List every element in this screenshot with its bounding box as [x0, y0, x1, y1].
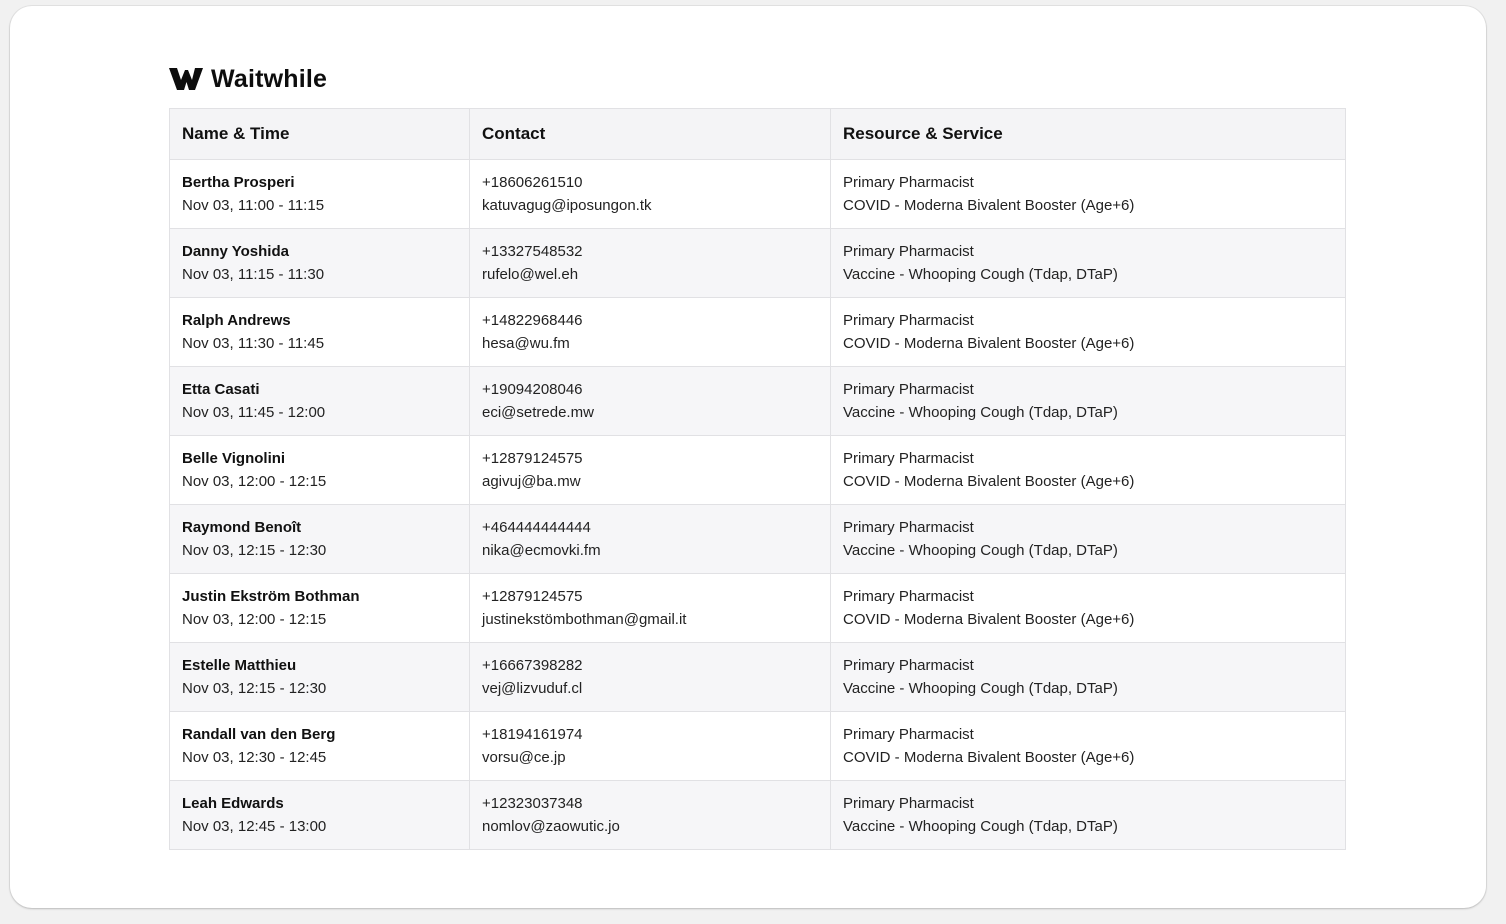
phone-number: +12879124575 — [482, 588, 583, 605]
table-row — [170, 160, 1346, 229]
resource-service-cell — [831, 574, 1346, 643]
email-address: hesa@wu.fm — [482, 335, 570, 352]
phone-number: +19094208046 — [482, 381, 583, 398]
resource-service-cell — [831, 160, 1346, 229]
appointment-time: Nov 03, 12:15 - 12:30 — [182, 542, 327, 559]
email-address: agivuj@ba.mw — [482, 473, 581, 490]
phone-number: +18606261510 — [482, 174, 583, 191]
table-row — [170, 712, 1346, 781]
service-name: Vaccine - Whooping Cough (Tdap, DTaP) — [843, 266, 1118, 283]
contact-cell — [470, 367, 831, 436]
contact-cell — [470, 712, 831, 781]
email-address: eci@setrede.mw — [482, 404, 594, 421]
column-header-name-time: Name & Time — [170, 109, 470, 160]
resource-name: Primary Pharmacist — [843, 312, 974, 329]
table-row — [170, 229, 1346, 298]
email-address: katuvagug@iposungon.tk — [482, 197, 652, 214]
contact-cell — [470, 436, 831, 505]
service-name: COVID - Moderna Bivalent Booster (Age+6) — [843, 335, 1135, 352]
name-time-cell — [170, 160, 470, 229]
customer-name: Belle Vignolini — [182, 450, 286, 467]
service-name: COVID - Moderna Bivalent Booster (Age+6) — [843, 611, 1135, 628]
table-header-row — [170, 109, 1346, 160]
name-time-cell — [170, 436, 470, 505]
phone-number: +16667398282 — [482, 657, 583, 674]
customer-name: Randall van den Berg — [182, 726, 336, 743]
phone-number: +14822968446 — [482, 312, 583, 329]
service-name: COVID - Moderna Bivalent Booster (Age+6) — [843, 197, 1135, 214]
resource-service-cell — [831, 712, 1346, 781]
brand-header — [169, 64, 327, 94]
table-row — [170, 574, 1346, 643]
contact-cell — [470, 160, 831, 229]
resource-name: Primary Pharmacist — [843, 519, 974, 536]
resource-name: Primary Pharmacist — [843, 726, 974, 743]
table-row — [170, 436, 1346, 505]
customer-name: Danny Yoshida — [182, 243, 289, 260]
name-time-cell — [170, 643, 470, 712]
phone-number: +12323037348 — [482, 795, 583, 812]
appointment-time: Nov 03, 11:45 - 12:00 — [182, 404, 326, 421]
email-address: nomlov@zaowutic.jo — [482, 818, 620, 835]
email-address: nika@ecmovki.fm — [482, 542, 601, 559]
name-time-cell — [170, 229, 470, 298]
service-name: Vaccine - Whooping Cough (Tdap, DTaP) — [843, 818, 1118, 835]
email-address: rufelo@wel.eh — [482, 266, 579, 283]
phone-number: +18194161974 — [482, 726, 583, 743]
appointment-time: Nov 03, 11:00 - 11:15 — [182, 197, 325, 214]
phone-number: +13327548532 — [482, 243, 583, 260]
resource-service-cell — [831, 436, 1346, 505]
resource-name: Primary Pharmacist — [843, 174, 974, 191]
resource-name: Primary Pharmacist — [843, 243, 974, 260]
email-address: vej@lizvuduf.cl — [482, 680, 583, 697]
name-time-cell — [170, 367, 470, 436]
customer-name: Raymond Benoît — [182, 519, 302, 536]
phone-number: +464444444444 — [482, 519, 591, 536]
customer-name: Etta Casati — [182, 381, 260, 398]
table-row — [170, 643, 1346, 712]
column-header-resource-service: Resource & Service — [831, 109, 1346, 160]
name-time-cell — [170, 712, 470, 781]
name-time-cell — [170, 298, 470, 367]
appointment-time: Nov 03, 11:30 - 11:45 — [182, 335, 325, 352]
contact-cell — [470, 781, 831, 850]
name-time-cell — [170, 781, 470, 850]
resource-name: Primary Pharmacist — [843, 450, 974, 467]
brand-name: Waitwhile — [211, 64, 328, 93]
table-row — [170, 505, 1346, 574]
resource-service-cell — [831, 505, 1346, 574]
table-row — [170, 781, 1346, 850]
resource-name: Primary Pharmacist — [843, 381, 974, 398]
customer-name: Leah Edwards — [182, 795, 284, 812]
report-card — [10, 6, 1486, 908]
appointment-time: Nov 03, 12:00 - 12:15 — [182, 611, 327, 628]
service-name: COVID - Moderna Bivalent Booster (Age+6) — [843, 473, 1135, 490]
service-name: COVID - Moderna Bivalent Booster (Age+6) — [843, 749, 1135, 766]
customer-name: Estelle Matthieu — [182, 657, 297, 674]
resource-name: Primary Pharmacist — [843, 588, 974, 605]
name-time-cell — [170, 574, 470, 643]
service-name: Vaccine - Whooping Cough (Tdap, DTaP) — [843, 680, 1118, 697]
contact-cell — [470, 229, 831, 298]
service-name: Vaccine - Whooping Cough (Tdap, DTaP) — [843, 404, 1118, 421]
customer-name: Justin Ekström Bothman — [182, 588, 360, 605]
waitwhile-w-logo-icon — [169, 67, 203, 91]
resource-service-cell — [831, 229, 1346, 298]
table-row — [170, 298, 1346, 367]
contact-cell — [470, 298, 831, 367]
resource-service-cell — [831, 781, 1346, 850]
appointment-time: Nov 03, 12:30 - 12:45 — [182, 749, 327, 766]
contact-cell — [470, 643, 831, 712]
appointments-table — [169, 108, 1346, 850]
appointment-time: Nov 03, 12:15 - 12:30 — [182, 680, 327, 697]
table-row — [170, 367, 1346, 436]
customer-name: Bertha Prosperi — [182, 174, 295, 191]
contact-cell — [470, 505, 831, 574]
customer-name: Ralph Andrews — [182, 312, 291, 329]
appointment-time: Nov 03, 12:45 - 13:00 — [182, 818, 327, 835]
appointment-time: Nov 03, 12:00 - 12:15 — [182, 473, 327, 490]
appointment-time: Nov 03, 11:15 - 11:30 — [182, 266, 325, 283]
resource-service-cell — [831, 298, 1346, 367]
resource-name: Primary Pharmacist — [843, 795, 974, 812]
email-address: justinekstömbothman@gmail.it — [482, 611, 687, 628]
resource-service-cell — [831, 643, 1346, 712]
contact-cell — [470, 574, 831, 643]
phone-number: +12879124575 — [482, 450, 583, 467]
service-name: Vaccine - Whooping Cough (Tdap, DTaP) — [843, 542, 1118, 559]
email-address: vorsu@ce.jp — [482, 749, 566, 766]
name-time-cell — [170, 505, 470, 574]
resource-service-cell — [831, 367, 1346, 436]
column-header-contact: Contact — [470, 109, 831, 160]
resource-name: Primary Pharmacist — [843, 657, 974, 674]
